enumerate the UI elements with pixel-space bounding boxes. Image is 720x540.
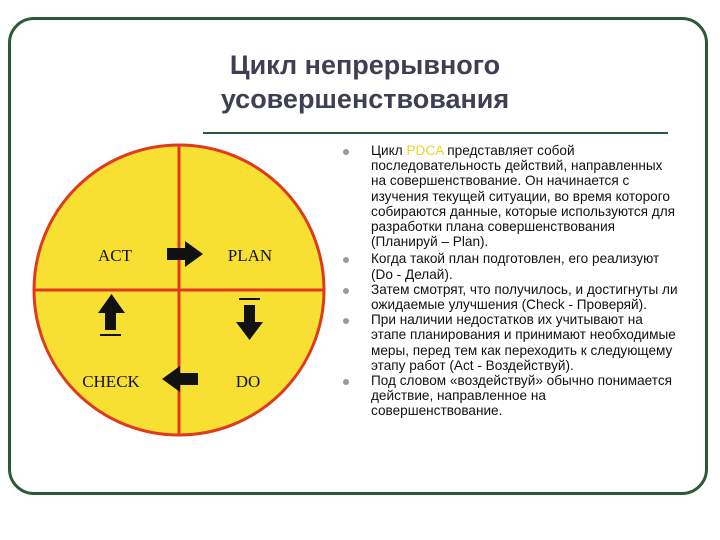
pdca-accent-text: PDCA (406, 143, 444, 158)
title-line-1: Цикл непрерывного (229, 50, 501, 80)
bullet-dot-icon (343, 257, 349, 263)
quadrant-check-label: CHECK (82, 372, 140, 391)
bullet-text: Затем смотрят, что получилось, и достигнуты ли ожидаемые улучшения (Check - Проверяй). (371, 281, 678, 313)
bullet-item (340, 143, 678, 249)
quadrant-act-label: ACT (98, 246, 132, 265)
bullet-item (340, 373, 678, 419)
bullet-item (340, 282, 678, 312)
bullet-text-suffix: представляет собой последовательность действий, направленных на совершенствование. Он начинается с изучения текущей ситуации, во время которого собираются данные, которые используются для разработки плана совершенствования (Планируй – Plan). (371, 143, 676, 250)
bullet-item (340, 312, 678, 373)
bullet-text-prefix: Цикл (371, 143, 407, 158)
pdca-description-list (340, 143, 678, 419)
title-line-2: усовершенствования (220, 84, 510, 114)
bullet-dot-icon (343, 149, 349, 155)
bullet-item (340, 251, 678, 281)
quadrant-plan-label: PLAN (227, 246, 273, 265)
bullet-dot-icon (343, 379, 349, 385)
bullet-text: Под словом «воздействуй» обычно понимается действие, направленное на совершенствование. (371, 373, 672, 419)
bullet-text: Когда такой план подготовлен, его реализуют (Do - Делай). (371, 251, 660, 282)
bullet-dot-icon (343, 288, 349, 294)
quadrant-do-label: DO (235, 372, 261, 391)
bullet-text: При наличии недостатков их учитывают на этапе планирования и принимают необходимые меры, перед тем как переходить к следующему этапу работ (Act - Воздействуй). (371, 312, 676, 373)
bullet-dot-icon (343, 318, 349, 324)
